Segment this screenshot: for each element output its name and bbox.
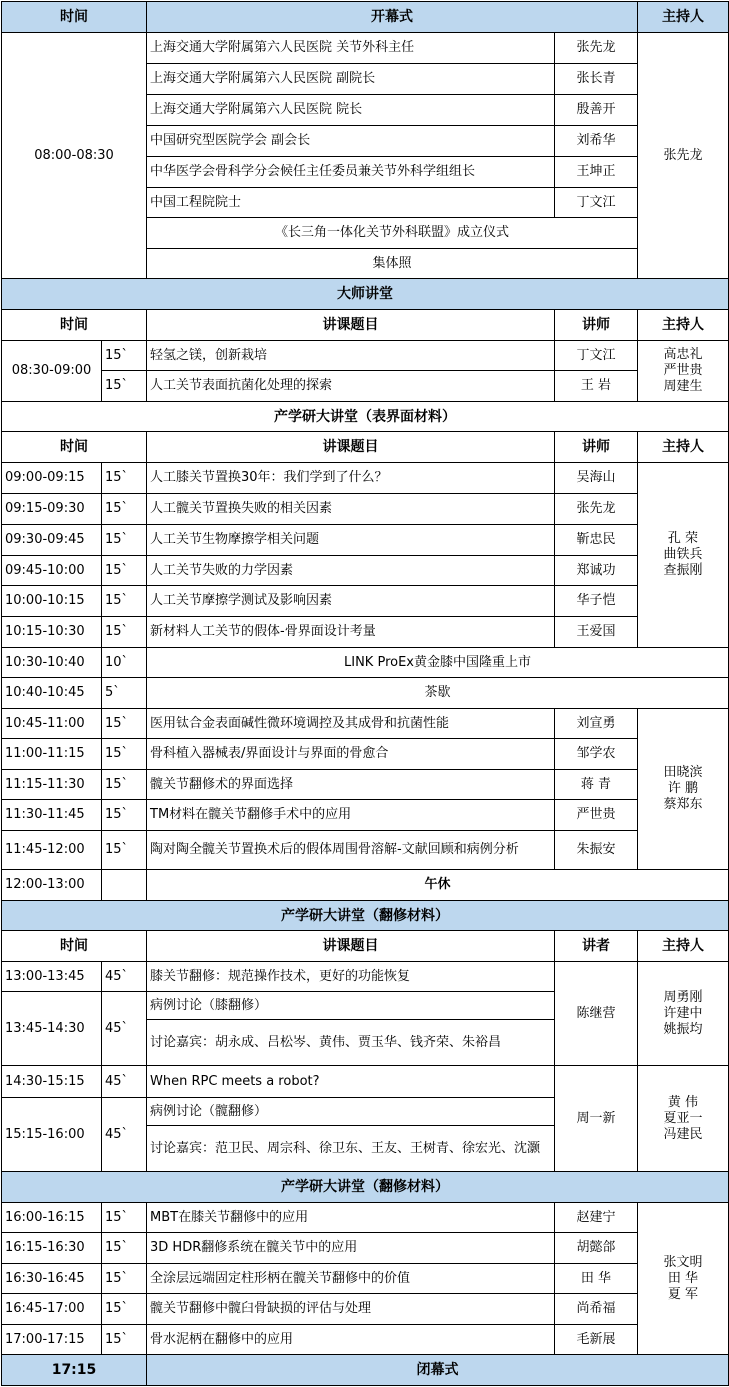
duration: 15` (102, 800, 147, 831)
duration: 5` (102, 678, 147, 709)
host-name: 姚振均 (663, 1021, 703, 1037)
talk-speaker: 尚希福 (555, 1294, 638, 1325)
talk-topic: 病例讨论（髋翻修） (147, 1098, 555, 1126)
duration: 15` (102, 371, 147, 402)
speech-title: 上海交通大学附属第六人民医院 副院长 (147, 64, 555, 95)
table-row (2, 1264, 729, 1294)
speech-name: 王坤正 (555, 157, 638, 188)
talk-time: 16:30-16:45 (2, 1264, 102, 1294)
duration: 10` (102, 648, 147, 678)
duration: 15` (102, 556, 147, 586)
section-title: 产学研大讲堂（翻修材料） (2, 1172, 729, 1203)
host-name: 张文明 (663, 1254, 703, 1270)
talk-speaker: 朱振安 (555, 831, 638, 870)
closing-time: 17:15 (2, 1355, 147, 1386)
talk-topic: 人工髋关节置换失败的相关因素 (147, 494, 555, 525)
table-row (2, 525, 729, 556)
column-header-row (2, 432, 729, 463)
header-time: 时间 (2, 432, 147, 463)
section-row (2, 402, 729, 432)
column-header-row (2, 931, 729, 962)
talk-time: 16:15-16:30 (2, 1233, 102, 1264)
header-host: 主持人 (638, 931, 729, 962)
photo-item: 集体照 (147, 249, 638, 279)
talk-topic: TM材料在髋关节翻修手术中的应用 (147, 800, 555, 831)
speech-name: 殷善开 (555, 95, 638, 126)
speech-name: 刘希华 (555, 126, 638, 157)
table-row (2, 494, 729, 525)
talk-time: 10:45-11:00 (2, 709, 102, 739)
talk-topic: 新材料人工关节的假体-骨界面设计考量 (147, 617, 555, 648)
table-row (2, 586, 729, 617)
header-topic: 讲课题目 (147, 432, 555, 463)
header-host: 主持人 (638, 2, 729, 33)
host-name: 许建中 (663, 1005, 703, 1021)
host-name: 许 鹏 (667, 781, 699, 796)
duration: 45` (102, 962, 147, 992)
talk-topic: 全涂层远端固定柱形柄在髋关节翻修中的价值 (147, 1264, 555, 1294)
host-name: 黄 伟 (667, 1094, 699, 1110)
header-speaker: 讲师 (555, 310, 638, 341)
duration: 15` (102, 1294, 147, 1325)
talk-time: 09:45-10:00 (2, 556, 102, 586)
closing-title: 闭幕式 (147, 1355, 729, 1386)
talk-topic: 人工关节失败的力学因素 (147, 556, 555, 586)
host-cell (638, 1066, 729, 1172)
header-speaker: 讲师 (555, 432, 638, 463)
host-cell (638, 709, 729, 870)
table-row (2, 870, 729, 901)
talk-topic: 3D HDR翻修系统在髋关节中的应用 (147, 1233, 555, 1264)
duration: 45` (102, 1066, 147, 1098)
speech-title: 上海交通大学附属第六人民医院 关节外科主任 (147, 33, 555, 64)
talk-time: 11:30-11:45 (2, 800, 102, 831)
table-row (2, 371, 729, 402)
host-name: 严世贵 (663, 363, 703, 378)
schedule-table (1, 1, 729, 1386)
launch-event: LINK ProEx黄金膝中国隆重上市 (147, 648, 729, 678)
table-row (2, 831, 729, 870)
table-row (2, 1294, 729, 1325)
talk-speaker: 吴海山 (555, 463, 638, 494)
tea-break: 茶歇 (147, 678, 729, 709)
duration: 15` (102, 463, 147, 494)
talk-time: 09:30-09:45 (2, 525, 102, 556)
discussion-guests: 讨论嘉宾：胡永成、吕松岑、黄伟、贾玉华、钱齐荣、朱裕昌 (147, 1020, 555, 1066)
talk-time: 13:00-13:45 (2, 962, 102, 992)
table-row (2, 1233, 729, 1264)
talk-time: 17:00-17:15 (2, 1325, 102, 1355)
header-time: 时间 (2, 310, 147, 341)
talk-time: 10:00-10:15 (2, 586, 102, 617)
host-name: 夏 军 (667, 1286, 699, 1302)
header-host: 主持人 (638, 310, 729, 341)
host-name: 查振刚 (663, 563, 703, 578)
speech-name: 丁文江 (555, 188, 638, 218)
host-name: 蔡郑东 (663, 797, 703, 812)
speech-title: 中国研究型医院学会 副会长 (147, 126, 555, 157)
duration: 15` (102, 525, 147, 556)
table-row (2, 463, 729, 494)
duration: 15` (102, 770, 147, 800)
talk-topic: 髋关节翻修中髋臼骨缺损的评估与处理 (147, 1294, 555, 1325)
duration: 45` (102, 992, 147, 1066)
talk-topic: 陶对陶全髋关节置换术后的假体周围骨溶解-文献回顾和病例分析 (147, 831, 555, 870)
section-row (2, 1172, 729, 1203)
host-name: 田 华 (667, 1270, 699, 1286)
section-title: 产学研大讲堂（翻修材料） (2, 901, 729, 931)
table-row (2, 678, 729, 709)
talk-time: 10:15-10:30 (2, 617, 102, 648)
talk-topic: 髋关节翻修术的界面选择 (147, 770, 555, 800)
talk-speaker: 王爱国 (555, 617, 638, 648)
header-time: 时间 (2, 2, 147, 33)
speech-title: 上海交通大学附属第六人民医院 院长 (147, 95, 555, 126)
talk-time: 09:00-09:15 (2, 463, 102, 494)
column-header-row (2, 310, 729, 341)
talk-speaker: 赵建宁 (555, 1203, 638, 1233)
talk-topic: 病例讨论（膝翻修） (147, 992, 555, 1020)
section-row (2, 901, 729, 931)
talk-topic: When RPC meets a robot? (147, 1066, 555, 1098)
ceremony-item: 《长三角一体化关节外科联盟》成立仪式 (147, 218, 638, 249)
host-name: 周建生 (663, 379, 703, 394)
talk-time: 11:15-11:30 (2, 770, 102, 800)
talk-speaker: 陈继营 (555, 962, 638, 1066)
opening-host: 张先龙 (638, 33, 729, 279)
talk-topic: 人工关节表面抗菌化处理的探索 (147, 371, 555, 402)
talk-time: 11:00-11:15 (2, 739, 102, 770)
talk-speaker: 毛新展 (555, 1325, 638, 1355)
table-row (2, 770, 729, 800)
speech-name: 张先龙 (555, 33, 638, 64)
speech-name: 张长青 (555, 64, 638, 95)
talk-topic: 人工膝关节置换30年：我们学到了什么？ (147, 463, 555, 494)
duration: 15` (102, 1233, 147, 1264)
talk-speaker: 王 岩 (555, 371, 638, 402)
host-name: 孔 荣 (667, 531, 699, 546)
header-host: 主持人 (638, 432, 729, 463)
launch-time: 10:30-10:40 (2, 648, 102, 678)
talk-speaker: 邹学农 (555, 739, 638, 770)
host-name: 高忠礼 (663, 347, 703, 362)
section-title: 产学研大讲堂（表界面材料） (2, 402, 729, 432)
talk-speaker: 胡懿郃 (555, 1233, 638, 1264)
duration: 15` (102, 586, 147, 617)
lunch-time: 12:00-13:00 (2, 870, 102, 901)
duration: 15` (102, 1264, 147, 1294)
duration: 15` (102, 831, 147, 870)
session-time: 08:30-09:00 (2, 341, 102, 402)
talk-speaker: 蒋 青 (555, 770, 638, 800)
table-row (2, 648, 729, 678)
header-topic: 讲课题目 (147, 310, 555, 341)
talk-topic: 轻氢之镁，创新栽培 (147, 341, 555, 371)
opening-title: 开幕式 (147, 2, 638, 33)
host-cell (638, 341, 729, 402)
talk-speaker: 田 华 (555, 1264, 638, 1294)
duration: 15` (102, 494, 147, 525)
host-name: 田晓滨 (663, 765, 703, 780)
host-cell (638, 962, 729, 1066)
talk-speaker: 严世贵 (555, 800, 638, 831)
duration: 15` (102, 1203, 147, 1233)
talk-topic: 人工关节生物摩擦学相关问题 (147, 525, 555, 556)
table-row (2, 800, 729, 831)
talk-topic: 医用钛合金表面碱性微环境调控及其成骨和抗菌性能 (147, 709, 555, 739)
talk-speaker: 靳忠民 (555, 525, 638, 556)
host-name: 周勇刚 (663, 989, 703, 1005)
duration: 15` (102, 709, 147, 739)
duration: 15` (102, 617, 147, 648)
discussion-guests: 讨论嘉宾：范卫民、周宗科、徐卫东、王友、王树青、徐宏光、沈灏 (147, 1126, 555, 1172)
talk-time: 11:45-12:00 (2, 831, 102, 870)
talk-speaker: 周一新 (555, 1066, 638, 1172)
duration: 15` (102, 341, 147, 371)
host-name: 冯建民 (663, 1126, 703, 1142)
host-name: 曲铁兵 (663, 547, 703, 562)
header-speaker: 讲者 (555, 931, 638, 962)
opening-time: 08:00-08:30 (2, 33, 147, 279)
speech-title: 中华医学会骨科学分会候任主任委员兼关节外科学组组长 (147, 157, 555, 188)
section-title: 大师讲堂 (2, 279, 729, 310)
header-time: 时间 (2, 931, 147, 962)
talk-time: 09:15-09:30 (2, 494, 102, 525)
duration: 45` (102, 1098, 147, 1172)
table-row (2, 33, 729, 64)
talk-time: 14:30-15:15 (2, 1066, 102, 1098)
closing-row (2, 1355, 729, 1386)
talk-speaker: 华子恺 (555, 586, 638, 617)
table-row (2, 617, 729, 648)
speech-title: 中国工程院院士 (147, 188, 555, 218)
table-row (2, 1066, 729, 1098)
talk-time: 13:45-14:30 (2, 992, 102, 1066)
table-row (2, 556, 729, 586)
host-cell (638, 1203, 729, 1355)
table-row (2, 962, 729, 992)
talk-time: 16:45-17:00 (2, 1294, 102, 1325)
table-row (2, 1325, 729, 1355)
talk-topic: 骨水泥柄在翻修中的应用 (147, 1325, 555, 1355)
host-name: 夏亚一 (663, 1110, 703, 1126)
table-row (2, 1203, 729, 1233)
duration: 15` (102, 739, 147, 770)
empty-cell (102, 870, 147, 901)
talk-speaker: 丁文江 (555, 341, 638, 371)
table-row (2, 709, 729, 739)
header-topic: 讲课题目 (147, 931, 555, 962)
talk-time: 15:15-16:00 (2, 1098, 102, 1172)
break-time: 10:40-10:45 (2, 678, 102, 709)
opening-header-row (2, 2, 729, 33)
table-row (2, 739, 729, 770)
talk-time: 16:00-16:15 (2, 1203, 102, 1233)
section-row (2, 279, 729, 310)
talk-topic: 人工关节摩擦学测试及影响因素 (147, 586, 555, 617)
talk-speaker: 张先龙 (555, 494, 638, 525)
talk-speaker: 郑诚功 (555, 556, 638, 586)
talk-topic: MBT在膝关节翻修中的应用 (147, 1203, 555, 1233)
lunch-break: 午休 (147, 870, 729, 901)
talk-speaker: 刘宣勇 (555, 709, 638, 739)
talk-topic: 膝关节翻修：规范操作技术，更好的功能恢复 (147, 962, 555, 992)
host-cell (638, 463, 729, 648)
duration: 15` (102, 1325, 147, 1355)
talk-topic: 骨科植入器械表/界面设计与界面的骨愈合 (147, 739, 555, 770)
table-row (2, 341, 729, 371)
